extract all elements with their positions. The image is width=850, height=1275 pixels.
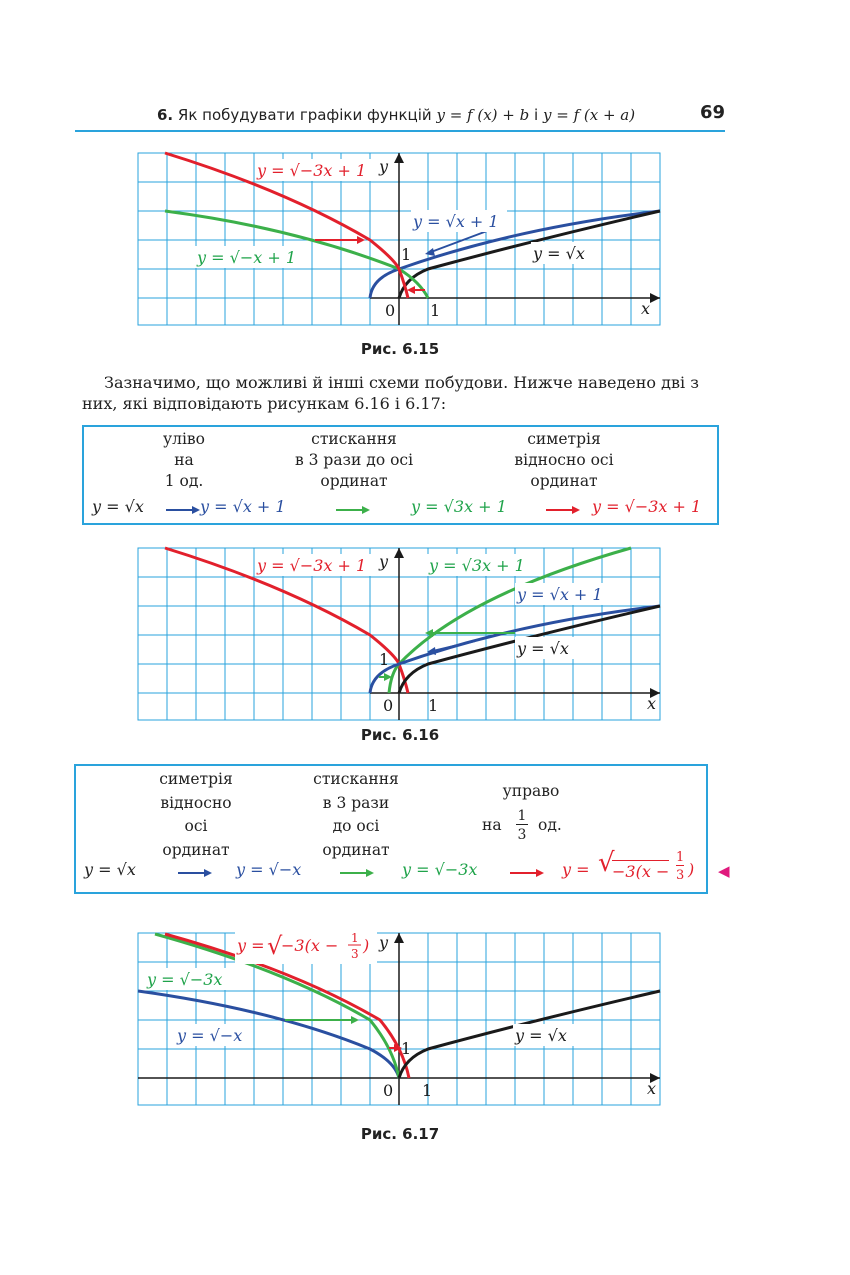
label-green-curve: y = √3x + 1: [429, 556, 525, 575]
y-one-label: 1: [401, 245, 412, 264]
scheme2-step3-den: 3: [517, 827, 527, 843]
figure-6-17: [135, 930, 665, 1110]
scheme2-step3-line1: управо: [502, 782, 560, 800]
figure-6-16-caption: Рис. 6.16: [360, 726, 440, 744]
scheme1-f3: y = √−3x + 1: [592, 497, 702, 516]
label-blue-curve: y = √x + 1: [413, 212, 499, 231]
scheme1-step1: [144, 429, 224, 492]
figure-6-17-caption: Рис. 6.17: [360, 1125, 440, 1143]
x-axis-label: x: [647, 1079, 657, 1098]
scheme2-step2-line2: в 3 рази: [322, 793, 390, 812]
body-paragraph: Зазначимо, що можливі й інші схеми побудови. Нижче наведено дві з них, які відповідають рисункам 6.16 і 6.17:: [82, 373, 699, 413]
header-title: [157, 106, 635, 124]
scheme1-step2-line3: ординат: [320, 472, 388, 490]
figure-6-16: [135, 545, 665, 725]
scheme2-f0: y = √x: [84, 860, 136, 879]
arrow-green-icon: [338, 866, 378, 880]
scheme2-f3-prefix: y =: [562, 860, 590, 879]
scheme2-step1-line2: відносно: [160, 793, 232, 812]
scheme1-step1-line1: уліво: [163, 430, 205, 448]
y-axis-label: y: [379, 157, 389, 176]
arrow-red-icon: [544, 503, 584, 517]
axes: [138, 933, 660, 1105]
scheme1-step2-line1: стискання: [311, 430, 397, 448]
section-title: Як побудувати графіки функцій: [177, 106, 432, 124]
figure-6-15: [135, 150, 665, 330]
scheme1-step3-line2: відносно осі: [514, 451, 614, 469]
scheme2-step1-line1: симетрія: [159, 770, 233, 788]
y-axis-label: y: [379, 552, 389, 571]
x-one-label: 1: [428, 696, 439, 715]
label-green-curve: y = √−x + 1: [197, 248, 296, 267]
formula-shift-vertical: y = f (x) + b: [436, 106, 530, 124]
scheme-box-1: [82, 425, 719, 525]
scheme1-step3-line3: ординат: [530, 472, 598, 490]
sqrt-icon: √: [267, 932, 283, 960]
scheme-box-2: [74, 764, 708, 894]
label-black-curve: y = √x: [515, 1026, 567, 1045]
label-red-den: 3: [351, 947, 359, 961]
scheme1-step2-line2: в 3 рази до осі: [294, 451, 414, 469]
scheme2-step1: [136, 768, 256, 862]
arrow-blue-icon: [164, 503, 204, 517]
y-axis-label: y: [379, 933, 389, 952]
section-number: 6.: [157, 106, 174, 124]
scheme2-step2-line4: ординат: [322, 840, 390, 859]
x-axis-label: x: [647, 694, 657, 713]
label-green-curve: y = √−3x: [147, 970, 223, 989]
scheme2-step3-num: 1: [517, 808, 527, 824]
label-black-curve: y = √x: [517, 639, 569, 658]
origin-label: 0: [385, 301, 396, 320]
page-header: [75, 100, 725, 132]
scheme1-f0: y = √x: [92, 497, 144, 516]
scheme1-f1: y = √x + 1: [200, 497, 286, 516]
scheme2-step1-line3: осі: [184, 817, 208, 835]
scheme2-f3-num: 1: [676, 850, 685, 865]
scheme1-step3-line1: симетрія: [527, 430, 601, 448]
origin-label: 0: [383, 696, 394, 715]
page-number: 69: [699, 102, 725, 123]
arrow-green-icon: [334, 503, 374, 517]
scheme2-f1: y = √−x: [236, 860, 302, 879]
label-red-num: 1: [351, 931, 359, 945]
scheme1-step1-line2: на: [174, 451, 194, 469]
y-one-label: 1: [401, 1039, 412, 1058]
arrow-black-to-blue: [433, 641, 475, 651]
scheme1-step1-line3: 1 од.: [164, 472, 204, 490]
scheme2-f2: y = √−3x: [402, 860, 478, 879]
axis-arrows: [394, 933, 660, 1083]
label-red-prefix: y =: [237, 936, 265, 955]
scheme2-step1-line4: ординат: [162, 840, 230, 859]
arrow-black-to-blue-head: [425, 248, 435, 256]
scheme2-step3-prefix: на: [482, 816, 502, 834]
scheme2-step2-line3: до осі: [332, 817, 380, 835]
label-black-curve: y = √x: [533, 244, 585, 263]
label-red-close: ): [363, 936, 370, 955]
arrow-blue-icon: [176, 866, 216, 880]
scheme1-f2: y = √3x + 1: [411, 497, 507, 516]
x-axis-label: x: [641, 299, 651, 318]
scheme1-step3: [489, 429, 639, 492]
scheme1-step2: [274, 429, 434, 492]
formula-shift-horizontal: y = f (x + a): [542, 106, 636, 124]
scheme2-step2-line1: стискання: [313, 770, 399, 788]
origin-label: 0: [383, 1081, 394, 1100]
arrow-blue-to-green-head: [351, 1016, 359, 1024]
scheme2-f3-close: ): [688, 860, 695, 879]
marker-triangle-icon: ◀: [718, 862, 730, 880]
label-red-curve: y = √−3x + 1: [257, 161, 367, 180]
x-one-label: 1: [422, 1081, 433, 1100]
scheme2-step3-suffix: од.: [538, 816, 562, 834]
label-blue-curve: y = √x + 1: [517, 585, 603, 604]
label-red-body: −3(x −: [281, 936, 339, 955]
scheme2-f3-den: 3: [676, 868, 685, 883]
scheme2-f3: [562, 848, 702, 892]
sqrt-icon: √: [598, 848, 615, 878]
conjunction: і: [534, 106, 539, 124]
scheme2-step2: [296, 768, 416, 862]
figure-6-15-caption: Рис. 6.15: [360, 340, 440, 358]
label-red-curve: y = √−3x + 1: [257, 556, 367, 575]
scheme2-f3-body: −3(x −: [612, 862, 670, 881]
scheme2-step3-line2: [482, 808, 592, 848]
label-blue-curve: y = √−x: [177, 1026, 243, 1045]
x-one-label: 1: [430, 301, 441, 320]
arrow-red-icon: [508, 866, 548, 880]
y-one-label: 1: [379, 650, 390, 669]
